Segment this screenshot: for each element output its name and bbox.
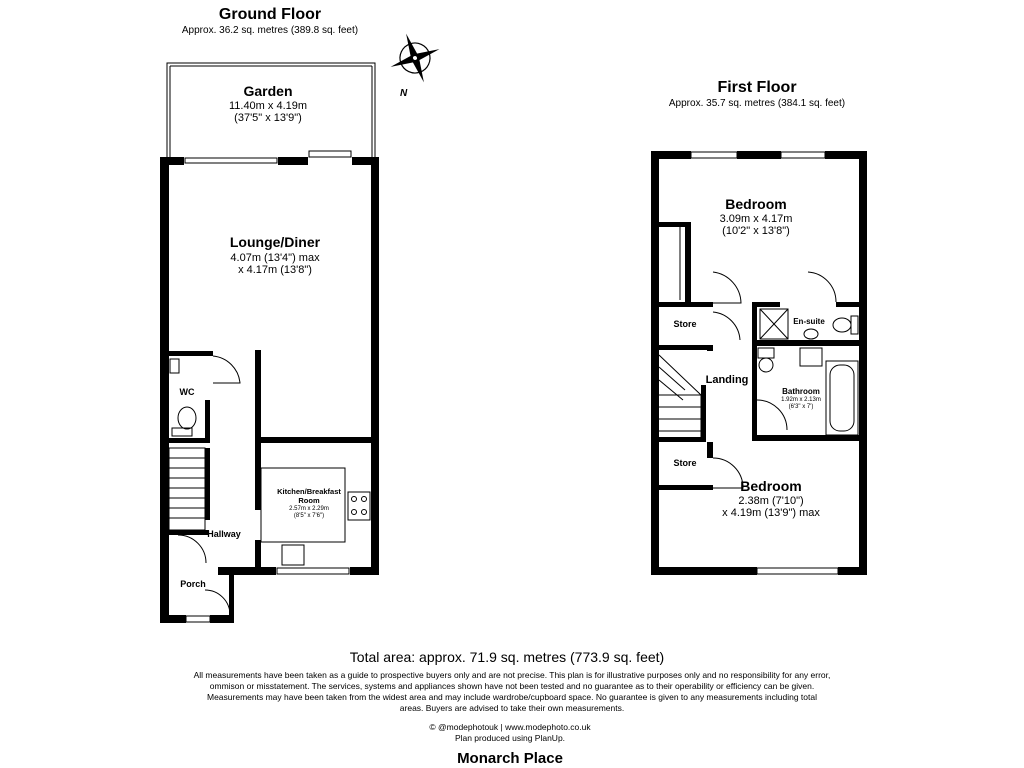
place-name: Monarch Place	[457, 750, 563, 767]
bathroom-dim2: (6'3" x 7')	[788, 404, 814, 410]
bedroom1-label: Bedroom	[725, 196, 787, 212]
credit-line: © @modephotouk | www.modephoto.co.uk	[429, 722, 591, 732]
bathroom-door-swing	[757, 400, 787, 430]
kitchen-worktop	[261, 468, 345, 542]
bedroom2-dim1: 2.38m (7'10")	[738, 495, 804, 507]
patio-doors	[185, 158, 277, 163]
porch-inner-door-swing	[178, 535, 206, 563]
bedroom2-label: Bedroom	[740, 478, 802, 494]
disclaimer-line-3: Measurements may have been taken from the widest area and may include wardrobe/cupboard space. No guarantee is given to any measurements including total	[207, 692, 817, 702]
disclaimer-line-2: ommison or misstatement. The services, systems and appliances shown have not been tested and no guarantee as to their operability or efficiency can be given.	[209, 681, 815, 691]
ensuite-door-swing	[808, 272, 836, 302]
kitchen-sink-icon	[282, 545, 304, 565]
compass-north-label: N	[400, 88, 408, 99]
hallway-label: Hallway	[207, 529, 241, 539]
bathroom-toilet-icon	[759, 358, 773, 372]
lounge-window	[309, 151, 351, 157]
ground-floor-area: Approx. 36.2 sq. metres (389.8 sq. feet)	[181, 25, 359, 36]
lounge-dim1: 4.07m (13'4") max	[230, 252, 320, 264]
compass-icon	[382, 25, 449, 92]
bedroom2-dim2: x 4.19m (13'9") max	[722, 507, 820, 519]
lounge-label: Lounge/Diner	[229, 234, 321, 250]
kitchen-dim2: (8'5" x 7'6")	[293, 513, 325, 519]
porch-door	[186, 616, 210, 622]
bathroom-dim1: 1.92m x 2.13m	[781, 397, 821, 403]
lounge-dim2: x 4.17m (13'8")	[238, 264, 312, 276]
ensuite-basin-icon	[804, 329, 818, 339]
bedroom1-window-right	[781, 152, 825, 158]
wc-label: WC	[179, 387, 195, 397]
ensuite-label: En-suite	[793, 317, 825, 326]
wc-door-swing	[213, 356, 240, 383]
bathroom-basin-icon	[800, 348, 822, 366]
hob-icon	[348, 492, 370, 520]
bedroom1-dim1: 3.09m x 4.17m	[719, 213, 793, 225]
toilet-icon	[178, 407, 196, 429]
kitchen-label-line1: Kitchen/Breakfast	[277, 487, 341, 496]
bathroom-toilet-cistern-icon	[758, 348, 774, 358]
store2-label: Store	[673, 458, 697, 468]
total-area: Total area: approx. 71.9 sq. metres (773.9 sq. feet)	[349, 649, 665, 665]
landing-label: Landing	[705, 374, 749, 386]
kitchen-dim1: 2.57m x 2.29m	[289, 506, 329, 512]
bathroom-label: Bathroom	[782, 387, 820, 396]
ensuite-toilet-icon	[833, 318, 851, 332]
first-floor-stairs-icon	[659, 355, 701, 437]
first-floor-area: Approx. 35.7 sq. metres (384.1 sq. feet)	[668, 98, 846, 109]
garden-dim1: 11.40m x 4.19m	[228, 100, 308, 112]
bedroom1-door-swing	[713, 272, 741, 303]
first-floor-title: First Floor	[717, 79, 797, 96]
store1-door-swing	[713, 312, 740, 340]
bedroom2-door-swing	[713, 458, 743, 488]
garden-dim2: (37'5" x 13'9")	[234, 112, 302, 124]
stairs-icon	[169, 448, 205, 530]
disclaimer-line-1: All measurements have been taken as a guide to prospective buyers only and are not precise. This plan is for illustrative purposes only and no responsibility for any error,	[193, 670, 831, 680]
porch-outer-door-swing	[205, 590, 230, 615]
bedroom1-dim2: (10'2" x 13'8")	[722, 225, 790, 237]
disclaimer-line-4: areas. Buyers are advised to take their own measurements.	[399, 703, 625, 713]
bedroom2-window	[757, 568, 838, 574]
wc-basin-icon	[170, 359, 179, 373]
bedroom1-window-left	[691, 152, 737, 158]
kitchen-label-line2: Room	[298, 496, 320, 505]
kitchen-window	[277, 568, 349, 574]
store1-label: Store	[673, 319, 697, 329]
porch-label: Porch	[180, 579, 206, 589]
garden-label: Garden	[243, 83, 293, 99]
ground-floor-title: Ground Floor	[218, 6, 322, 23]
produced-line: Plan produced using PlanUp.	[454, 733, 566, 743]
